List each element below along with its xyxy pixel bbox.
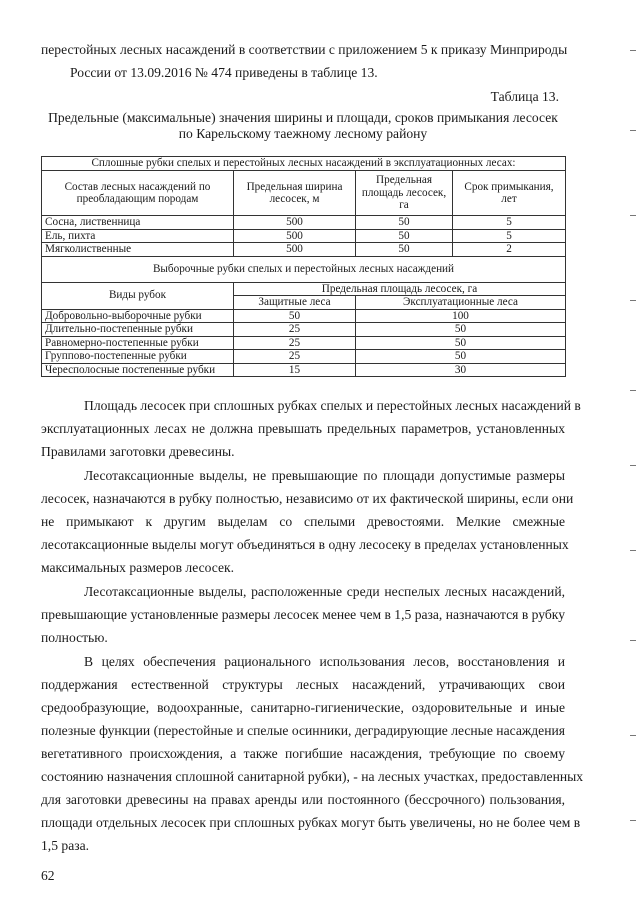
table-row — [42, 336, 566, 350]
section-1-title: Сплошные рубки спелых и перестойных лесных насаждений в эксплуатационных лесах: — [42, 157, 566, 171]
header-operational: Эксплуатационные леса — [356, 296, 566, 310]
header-area: Предельная площадь лесосек, га — [356, 171, 453, 216]
row-operational: 50 — [356, 336, 566, 350]
paragraph-4-line-1: В целях обеспечения рационального использования лесов, восстановления и — [84, 654, 565, 669]
table-caption-line-2: по Карельскому таежному лесному району — [178, 126, 428, 141]
table-row — [42, 243, 566, 257]
intro-line-1: перестойных лесных насаждений в соответствии с приложением 5 к приказу Минприроды — [41, 42, 568, 57]
row-operational: 100 — [356, 309, 566, 323]
paragraph-2-line-3: не примыкают к другим выделам со спелыми древостоями. Мелкие смежные — [41, 514, 565, 529]
row-term: 5 — [453, 229, 566, 243]
scan-mark — [630, 300, 636, 301]
row-cut-type: Группово-постепенные рубки — [42, 350, 234, 364]
scan-mark — [630, 50, 636, 51]
row-species: Мягколиственные — [42, 243, 234, 257]
header-term: Срок примыкания, лет — [453, 171, 566, 216]
paragraph-4-line-3: средообразующие, водоохранные, санитарно-гигиенические, оздоровительные и иные — [41, 700, 565, 715]
row-term: 5 — [453, 216, 566, 230]
header-composition: Состав лесных насаждений по преобладающим породам — [42, 171, 234, 216]
row-term: 2 — [453, 243, 566, 257]
paragraph-3-line-3: полностью. — [41, 630, 108, 645]
row-operational: 50 — [356, 350, 566, 364]
header-protective: Защитные леса — [234, 296, 356, 310]
row-width: 500 — [234, 229, 356, 243]
paragraph-2-line-2: лесосек, назначаются в рубку полностью, независимо от их фактической ширины, если они — [41, 491, 574, 506]
row-protective: 25 — [234, 350, 356, 364]
page-number: 62 — [41, 868, 55, 883]
row-operational: 50 — [356, 323, 566, 337]
scan-mark — [630, 550, 636, 551]
scan-mark — [630, 640, 636, 641]
table-row — [42, 309, 566, 323]
table-row — [42, 229, 566, 243]
row-cut-type: Равномерно-постепенные рубки — [42, 336, 234, 350]
paragraph-2-line-5: максимальных размеров лесосек. — [41, 560, 234, 575]
paragraph-4-line-6: состоянию назначения сплошной санитарной рубки), - на лесных участках, предоставленных — [41, 769, 584, 784]
row-area: 50 — [356, 216, 453, 230]
paragraph-2-line-1: Лесотаксационные выделы, не превышающие по площади допустимые размеры — [84, 468, 565, 483]
row-protective: 50 — [234, 309, 356, 323]
paragraph-1-line-2: эксплуатационных лесах не должна превышать предельных параметров, установленных — [41, 421, 565, 436]
row-operational: 30 — [356, 363, 566, 377]
scan-mark — [630, 735, 636, 736]
scan-mark — [630, 820, 636, 821]
paragraph-4-line-8: площади отдельных лесосек при сплошных рубках могут быть увеличены, но не более чем в — [41, 815, 581, 830]
row-protective: 15 — [234, 363, 356, 377]
paragraph-4-line-7: для заготовки древесины на правах аренды или постоянного (бессрочного) пользования, — [41, 792, 565, 807]
paragraph-3-line-1: Лесотаксационные выделы, расположенные среди неспелых лесных насаждений, — [84, 584, 565, 599]
row-protective: 25 — [234, 323, 356, 337]
scan-mark — [630, 390, 636, 391]
table-row — [42, 216, 566, 230]
row-protective: 25 — [234, 336, 356, 350]
header-cut-type: Виды рубок — [42, 282, 234, 309]
row-width: 500 — [234, 243, 356, 257]
section-2-title: Выборочные рубки спелых и перестойных лесных насаждений — [42, 256, 566, 282]
table-row — [42, 350, 566, 364]
table-row — [42, 323, 566, 337]
scan-mark — [630, 215, 636, 216]
header-width: Предельная ширина лесосек, м — [234, 171, 356, 216]
row-cut-type: Чересполосные постепенные рубки — [42, 363, 234, 377]
row-species: Ель, пихта — [42, 229, 234, 243]
row-width: 500 — [234, 216, 356, 230]
paragraph-1-line-1: Площадь лесосек при сплошных рубках спелых и перестойных лесных насаждений в — [84, 398, 581, 413]
row-area: 50 — [356, 243, 453, 257]
table-caption-line-1: Предельные (максимальные) значения ширины и площади, сроков примыкания лесосек — [48, 110, 558, 125]
paragraph-4-line-5: вегетативного происхождения, а также погибшие насаждения, требующие по своему — [41, 746, 565, 761]
paragraph-2-line-4: лесотаксационные выделы могут объединяться в одну лесосеку в пределах установленных — [41, 537, 569, 552]
limits-table — [41, 156, 566, 377]
table-row — [42, 363, 566, 377]
intro-line-2: России от 13.09.2016 № 474 приведены в таблице 13. — [70, 65, 378, 80]
header-area-group: Предельная площадь лесосек, га — [234, 282, 566, 296]
paragraph-1-line-3: Правилами заготовки древесины. — [41, 444, 235, 459]
paragraph-4-line-4: полезные функции (перестойные и спелые осинники, деградирующие лесные насаждения — [41, 723, 565, 738]
scan-mark — [630, 130, 636, 131]
row-species: Сосна, лиственница — [42, 216, 234, 230]
row-cut-type: Длительно-постепенные рубки — [42, 323, 234, 337]
row-cut-type: Добровольно-выборочные рубки — [42, 309, 234, 323]
table-label: Таблица 13. — [490, 89, 559, 104]
scan-mark — [630, 465, 636, 466]
paragraph-4-line-2: поддержания естественной структуры лесных насаждений, утрачивающих свои — [41, 677, 565, 692]
paragraph-3-line-2: превышающие установленные размеры лесосек менее чем в 1,5 раза, назначаются в рубку — [41, 607, 565, 622]
row-area: 50 — [356, 229, 453, 243]
paragraph-4-line-9: 1,5 раза. — [41, 838, 90, 853]
